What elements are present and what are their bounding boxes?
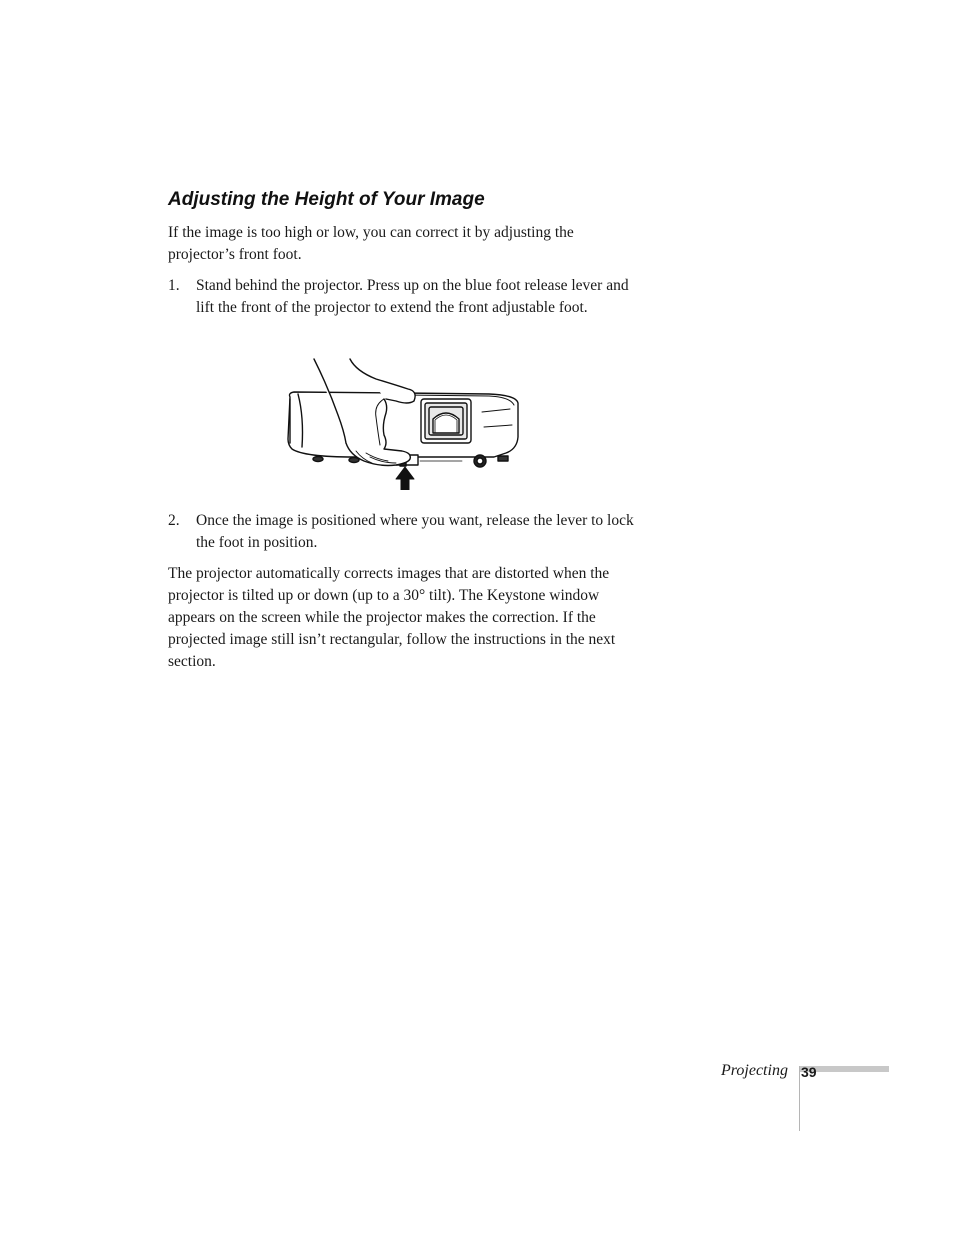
- footer-rule: [799, 1066, 800, 1131]
- footer-chapter-title: Projecting: [721, 1062, 788, 1079]
- rear-foot: [313, 457, 323, 462]
- step-1-number: 1.: [168, 277, 180, 294]
- arm: [314, 359, 346, 443]
- page-number: 39: [801, 1064, 817, 1080]
- intro-paragraph: If the image is too high or low, you can correct it by adjusting the projector’s front foot.: [168, 224, 574, 263]
- step-1-text: Stand behind the projector. Press up on the blue foot release lever and lift the front of the projector to extend the front adjustable foot.: [196, 277, 629, 316]
- step-1: [168, 275, 638, 319]
- step-2-number: 2.: [168, 512, 180, 529]
- projector-illustration: [284, 357, 524, 490]
- step-2: [168, 510, 638, 554]
- closing-paragraph: The projector automatically corrects images that are distorted when the projector is tilted up or down (up to a 30° tilt). The Keystone window appears on the screen while the projector makes the correction. If the projected image still isn’t rectangular, follow the instructions in the next section.: [168, 565, 616, 670]
- section-heading: Adjusting the Height of Your Image: [168, 189, 485, 210]
- up-arrow-icon: [396, 467, 414, 490]
- step-2-text: Once the image is positioned where you want, release the lever to lock the foot in position.: [196, 512, 634, 551]
